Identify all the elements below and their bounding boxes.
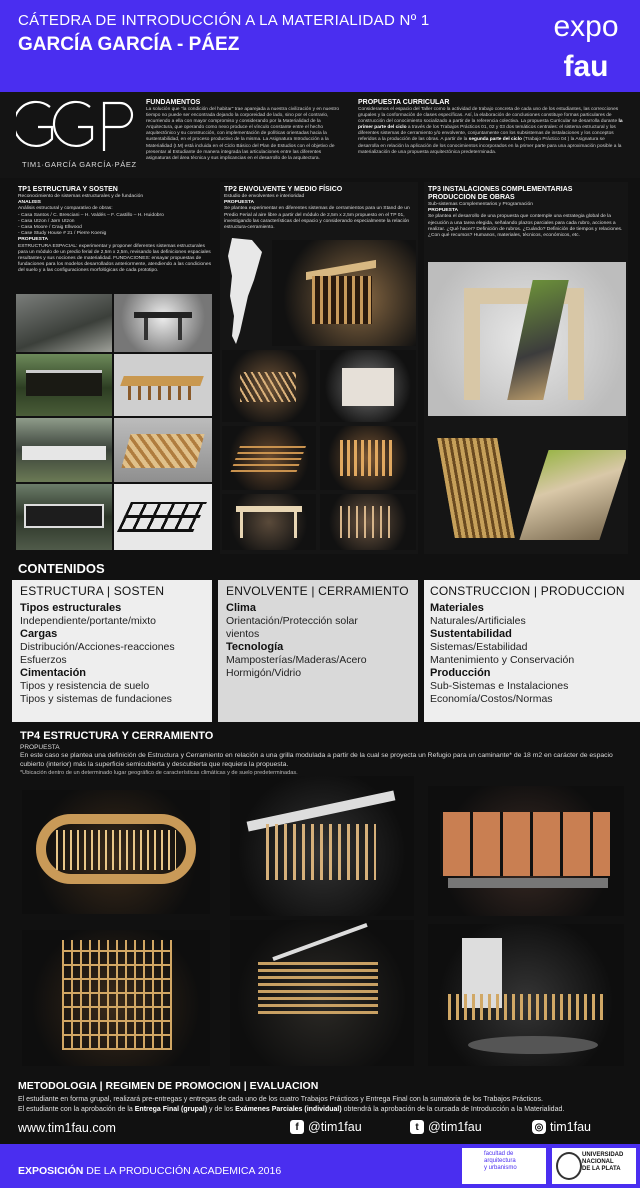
tp2-photo-model <box>222 494 316 550</box>
propuesta-curricular-title: PROPUESTA CURRICULAR <box>358 99 450 106</box>
tp2-photo-model <box>272 240 416 346</box>
contenidos-item: Sub-Sistemas e Instalaciones <box>430 680 569 692</box>
tp3-propuesta-text: Se plantea el desarrollo de una propuesta que contemple una estrategia global de la ejecución a una tarea elegida, señalando plazos parciales para cada rubro, acciones a realizar. ¿Qué hacer? Definición de rubros. ¿Cuándo? Definición de tiempos y relaciones. ¿Con qué recursos? Humanos, materiales, técnicos, económicos, etc. <box>428 214 623 239</box>
metodologia-text <box>18 1095 628 1114</box>
tp3-subtitle: Sub-sistemas Complementarios y Programación <box>428 202 533 207</box>
contenidos-group-title: Materiales <box>430 602 484 614</box>
tp1-photo-model <box>114 354 212 416</box>
tp1-photo-house <box>16 418 112 482</box>
tp2-propuesta-text: Se plantea experimentar en diferentes sistemas de cerramientos para un Stand de un Predio Ferial al aire libre a partir del módulo de 2,5m x 2,5m propuesto en el TP 01, investigando las características del espacio y considerando especialmente la relación estructura-cerramiento. <box>224 206 410 231</box>
tp3-title: TP3 INSTALACIONES COMPLEMENTARIAS <box>428 186 573 193</box>
contenidos-item: Orientación/Protección solar <box>226 615 358 627</box>
contenidos-envolvente <box>218 580 418 722</box>
tp2-photo-model <box>320 494 416 550</box>
facebook-icon: f <box>290 1120 304 1134</box>
tp1-propuesta-text: ESTRUCTURA ESPACIAL: experimentar y proponer diferentes sistemas estructurales para un módulo de un predio ferial de 2,5m x 2,5m, revisando las definiciones espaciales resultantes y sus nociones de materialidad. FUNDACIONES: ensayar propuestas de fundaciones para los modelos desarrollados anteriormente, atendiendo a las condiciones del suelo y a las configuraciones morfológicas de cada prototipo. <box>18 243 212 274</box>
tp2-photo-model <box>222 350 316 422</box>
tp1-obra: - Case Study House # 21 / Pierre Koenig <box>18 231 107 237</box>
tp1-text-block <box>18 186 214 275</box>
contenidos-item: Naturales/Artificiales <box>430 615 526 627</box>
tp4-photo-model <box>428 924 624 1066</box>
tp1-photo-model <box>114 418 212 482</box>
tp1-photo-model <box>114 484 212 550</box>
propuesta-curricular-text: Consideramos el espacio del Taller como la actividad de trabajo concreta de cada uno de los estudiantes, las correcciones grupales y la conformación de clases específicas. Así, la elaboración de conclusiones constituye formas particulares de construcción del conocimiento socializado a partir de la referencia colectiva. La propuesta Curricular se desarrolla durante la primer parte del ciclo a través de los Trabajos Prácticos 01, 02 y 03 dos temáticos centrales: el sistema estructural y los diferentes sistemas de cerramiento y/o envolvente, conjuntamente con los subsistemas de instalaciones y los conceptos referidos a la producción de las obras. A partir de la segunda parte del ciclo (Trabajo Práctico 04 ) la Asignatura se desarrolla en relación la aplicación de los conocimientos incorporados en la primer parte para una aproximación posible a la materialización de una propuesta arquitectónica predeterminada. <box>358 107 623 155</box>
contenidos-estructura <box>12 580 212 722</box>
contenidos-item: Mantenimiento y Conservación <box>430 654 575 666</box>
tp1-obra: - Casa Moore / Craig Ellwood <box>18 225 82 231</box>
tp4-note: *Ubicación dentro de un determinado lugar geográfico de características climáticas y de suelo predeterminadas. <box>20 770 298 776</box>
contenidos-group-title: Cargas <box>20 628 58 640</box>
expo-logo-text: expo <box>553 10 619 43</box>
tp2-title: TP2 ENVOLVENTE Y MEDIO FÍSICO <box>224 186 343 193</box>
contenidos-group-title: Tecnología <box>226 641 284 653</box>
contenidos-item: vientos <box>226 628 260 640</box>
contenidos-col-heading: ESTRUCTURA | SOSTEN <box>20 584 165 598</box>
metodologia-line: El estudiante en forma grupal, realizará pre-entregas y entregas de cada uno de los cuatro Trabajos Prácticos y Entrega Final con la sumatoria de los Trabajos Prácticos. <box>18 1096 543 1103</box>
contenidos-item: Tipos y sistemas de fundaciones <box>20 693 172 705</box>
fau-logo-text: fau <box>563 50 609 83</box>
tp1-obra: - Casa Santos / C. Bresciani – H. Valdés – F. Castillo – H. Huidobro <box>18 212 164 218</box>
contenidos-col-heading: CONSTRUCCION | PRODUCCION <box>430 584 625 598</box>
tp4-photo-model <box>22 790 210 914</box>
tp2-photo-model <box>320 350 416 422</box>
twitter-icon: t <box>410 1120 424 1134</box>
tp4-text: En este caso se plantea una definición de Estructura y Cerramiento en relación a una grilla modulada a partir de la cual se proyecta un Refugio para un caminante* de 18 m2 en carácter de espacio cubierto (interior) más la superficie semicubierta y descubierta que requiera la propuesta. <box>20 752 613 768</box>
contenidos-title: CONTENIDOS <box>18 561 105 576</box>
fundamentos-text: La solución que "la condición del habitar" trae aparejada a nuestra civilización y en nuestro tiempo no puede ser encontrada dejando la corporeidad de lado, sino por el contrario, recurriendo a ella con mayor compromiso y considerando por la Materialidad de la Arquitectura, que operando como nexo produce el vínculo constante entre el hecho arquitectónico y su construcción, con implementación de políticas orientadas hacia la sustentabilidad, en el proceso productivo de la misma. La Asignatura Introducción a la Materialidad (I.M) está incluida en el Ciclo Básico del Plan de Estudios con el objetivo de presentar al Estudiante de manera integrada las articulaciones entre las diferentes asignaturas del área técnica y sus implicancias en el desarrollo de la arquitectura. <box>146 107 340 161</box>
tp1-photo-house <box>16 354 112 416</box>
logo-subtitle: TIM1·GARCÍA GARCÍA·PÁEZ <box>22 160 137 169</box>
tp4-photo-model <box>428 786 624 916</box>
tp2-photo-model <box>222 426 316 490</box>
metodologia-line: El estudiante con la aprobación de la Entrega Final (grupal) y de los Exámenes Parciales (individual) obtendrá la aprobación de la cursada de Introducción a la Materialidad. <box>18 1105 565 1113</box>
tp1-subtitle: Reconocimiento de sistemas estructurales y de fundación <box>18 194 144 199</box>
contenidos-item: Economía/Costos/Normas <box>430 693 553 705</box>
twitter-link[interactable] <box>410 1120 482 1134</box>
contenidos-item: Mamposterías/Maderas/Acero <box>226 654 367 666</box>
catedra-title: CÁTEDRA DE INTRODUCCIÓN A LA MATERIALIDAD Nº 1 <box>18 12 430 29</box>
contenidos-group-title: Clima <box>226 602 256 614</box>
contenidos-group-title: Tipos estructurales <box>20 602 122 614</box>
website-link[interactable]: www.tim1fau.com <box>18 1121 116 1135</box>
contenidos-item: Sistemas/Estabilidad <box>430 641 528 653</box>
contenidos-group-title: Sustentabilidad <box>430 628 512 640</box>
tp4-photo-model <box>22 930 210 1066</box>
tp1-analisis-intro: Análisis estructural y comparativo de obras: <box>18 206 113 212</box>
tp1-title: TP1 ESTRUCTURA Y SOSTEN <box>18 186 118 193</box>
contenidos-col-heading: ENVOLVENTE | CERRAMIENTO <box>226 584 409 598</box>
contenidos-group-title: Producción <box>430 667 491 679</box>
metodologia-title: METODOLOGIA | REGIMEN DE PROMOCION | EVALUACION <box>18 1080 319 1092</box>
contenidos-group-title: Cimentación <box>20 667 87 679</box>
tp1-photo-model <box>114 294 212 352</box>
tp3-photo-model <box>428 262 626 416</box>
tp1-photo-house <box>16 484 112 550</box>
fundamentos-title: FUNDAMENTOS <box>146 99 201 106</box>
tp4-title: TP4 ESTRUCTURA Y CERRAMIENTO <box>20 730 214 742</box>
contenidos-item: Tipos y resistencia de suelo <box>20 680 150 692</box>
facebook-handle: @tim1fau <box>308 1120 362 1134</box>
tp4-photo-model <box>230 776 414 916</box>
instagram-link[interactable] <box>532 1120 591 1134</box>
argentina-map <box>222 236 270 346</box>
tp1-photo-house <box>16 294 112 352</box>
fau-faculty-logo: facultad de arquitectura y urbanismo <box>462 1148 546 1184</box>
contenidos-construccion <box>424 580 640 722</box>
tp1-propuesta-label: PROPUESTA <box>18 237 49 243</box>
contenidos-item: Hormigón/Vidrio <box>226 667 302 679</box>
tp2-text-block <box>224 186 416 231</box>
contenidos-item: Independiente/portante/mixto <box>20 615 157 627</box>
tp3-title-2: PRODUCCION DE OBRAS <box>428 194 515 201</box>
tp4-photo-model <box>230 920 414 1066</box>
facebook-link[interactable] <box>290 1120 362 1134</box>
unlp-seal-icon <box>556 1152 582 1180</box>
twitter-handle: @tim1fau <box>428 1120 482 1134</box>
tp2-propuesta-label: PROPUESTA <box>224 200 255 206</box>
tp3-propuesta-label: PROPUESTA <box>428 208 459 214</box>
tp4-propuesta-label: PROPUESTA <box>20 744 60 751</box>
tp3-photo-model <box>428 420 626 550</box>
contenidos-item: Esfuerzos <box>20 654 67 666</box>
unlp-logo: UNIVERSIDAD NACIONAL DE LA PLATA <box>552 1148 636 1184</box>
instagram-icon: ◎ <box>532 1120 546 1134</box>
footer-title: EXPOSICIÓN DE LA PRODUCCIÓN ACADEMICA 2016 <box>18 1165 282 1177</box>
tp3-text-block <box>428 186 626 239</box>
contenidos-item: Distribución/Acciones-reacciones <box>20 641 175 653</box>
tp1-obra: - Casa Utzon / Jørn Utzon <box>18 218 75 224</box>
tp2-subtitle: Estudio de envolventes e interioridad <box>224 194 305 199</box>
tp2-photo-model <box>320 426 416 490</box>
instagram-handle: tim1fau <box>550 1120 591 1134</box>
authors-title: GARCÍA GARCÍA - PÁEZ <box>18 34 240 55</box>
tp1-analisis-label: ANALISIS <box>18 200 41 206</box>
ggp-logo <box>16 97 138 153</box>
